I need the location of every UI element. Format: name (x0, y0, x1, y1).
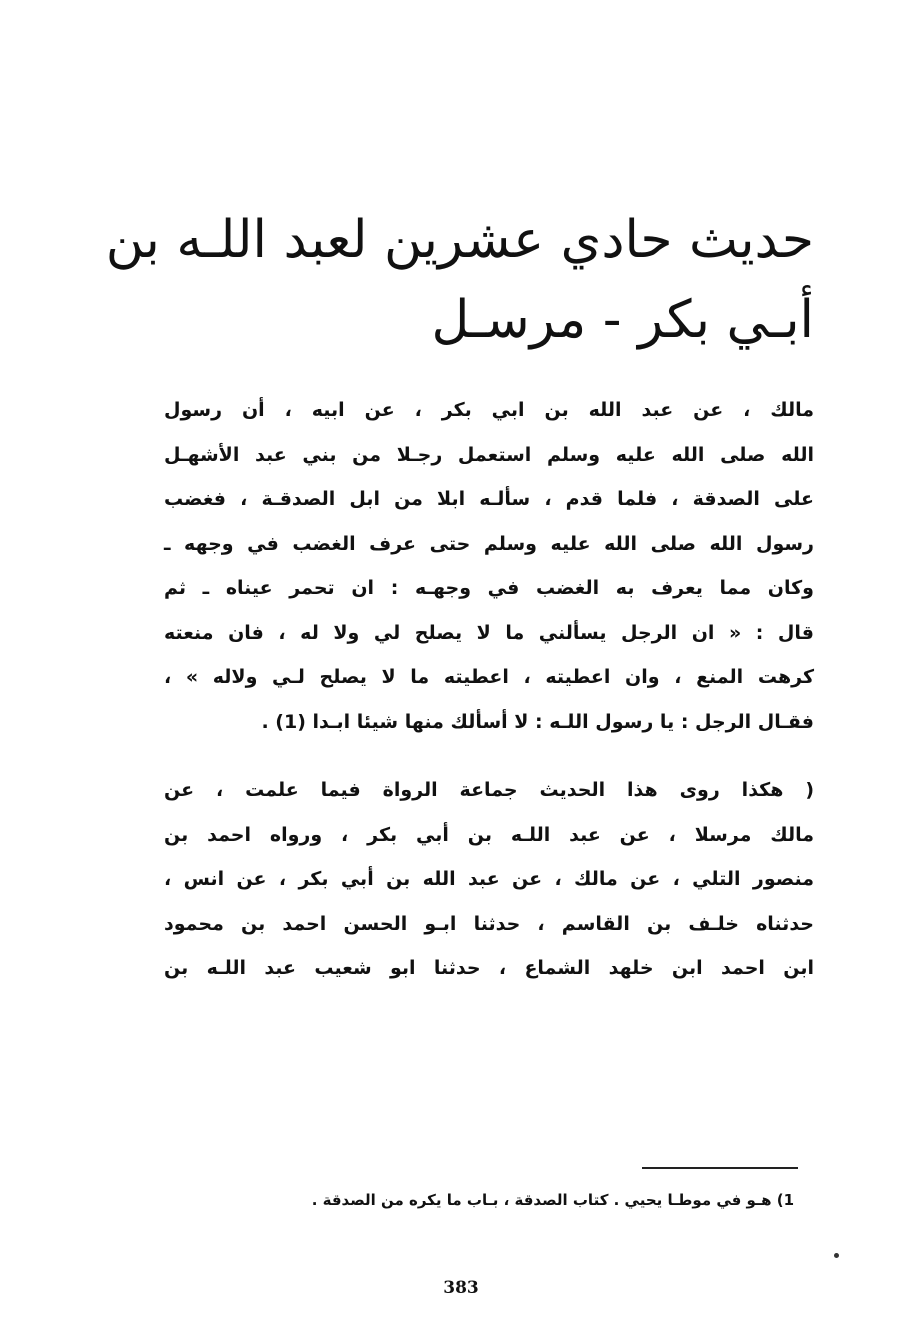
footnote-divider (642, 1167, 798, 1169)
hadith-paragraph (164, 388, 814, 744)
text-line: قال : « ان الرجل يسألني ما لا يصلح لي ولا له ، فان منعته (164, 621, 814, 644)
text-line: الله صلى الله عليه وسلم استعمل رجـلا من بني عبد الأشهـل (164, 443, 814, 466)
text-line: ابن احمد ابن خلهد الشماع ، حدثنا ابو شعيب عبد اللـه بن (164, 957, 814, 979)
footnote: 1) هـو في موطـا يحيي . كتاب الصدقة ، بـاب ما يكره من الصدقة . (311, 1191, 794, 1209)
page-number: 383 (443, 1278, 479, 1298)
chapter-title-line: حديث حادي عشرين لعبد اللـه بن (105, 210, 814, 270)
text-line: مالك مرسلا ، عن عبد اللـه بن أبي بكر ، ورواه احمد بن (164, 823, 814, 846)
text-line: حدثناه خلـف بن القاسم ، حدثنا ابـو الحسن احمد بن محمود (164, 912, 814, 935)
scan-speck (834, 1253, 839, 1258)
chapter-title-line: أبـي بكر - مرسـل (431, 290, 814, 350)
text-line: وكان مما يعرف به الغضب في وجهـه : ان تحمر عيناه ـ ثم (164, 577, 814, 599)
chapter-title (105, 200, 814, 360)
commentary-paragraph (164, 768, 814, 991)
text-line: مالك ، عن عبد الله بن ابي بكر ، عن ابيه ، أن رسول (164, 399, 814, 421)
text-line: كرهت المنع ، وان اعطيته ، اعطيته ما لا يصلح لـي ولاله » ، (164, 666, 814, 688)
text-line: رسول الله صلى الله عليه وسلم حتى عرف الغضب في وجهه ـ (164, 532, 814, 555)
text-line: ( هكذا روى هذا الحديث جماعة الرواة فيما علمت ، عن (164, 779, 814, 801)
text-line: منصور التلي ، عن مالك ، عن عبد الله بن أبي بكر ، عن انس ، (164, 868, 814, 890)
text-line: على الصدقة ، فلما قدم ، سألـه ابلا من ابل الصدقـة ، فغضب (164, 488, 814, 510)
text-line: فقـال الرجل : يا رسول اللـه : لا أسألك منها شيئا ابـدا (1) . (261, 710, 814, 733)
